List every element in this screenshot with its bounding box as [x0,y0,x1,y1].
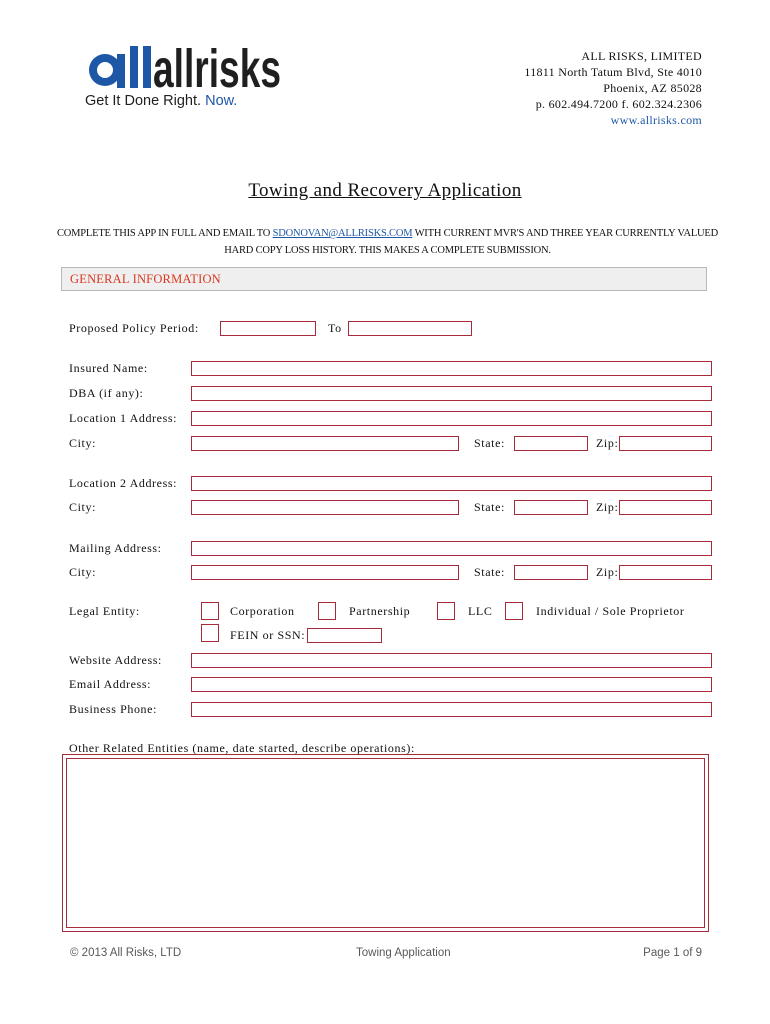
section-header-general-information [61,267,707,291]
logo-wordmark: allrisks [153,40,281,99]
legal-entity-label: Legal Entity: [69,604,140,618]
state2-label: State: [474,500,505,514]
location2-address-field[interactable] [191,476,712,491]
individual-checkbox[interactable] [505,602,523,620]
policy-period-label: Proposed Policy Period: [69,321,199,335]
location1-address-label: Location 1 Address: [69,411,178,425]
company-address-line1: 11811 North Tatum Blvd, Ste 4010 [524,65,702,79]
instructions-email-link[interactable]: SDONOVAN@ALLRISKS.COM [272,228,413,239]
partnership-checkbox[interactable] [318,602,336,620]
logo-tagline [85,93,237,109]
instructions-post: WITH CURRENT MVR'S AND THREE YEAR CURRENTLY VALUED HARD COPY LOSS HISTORY. THIS MAKES A COMPLETE SUBMISSION. [224,228,719,256]
policy-period-to-field[interactable] [348,321,472,336]
zip3-field[interactable] [619,565,712,580]
instructions-pre: COMPLETE THIS APP IN FULL AND EMAIL TO [56,228,273,239]
zip1-label: Zip: [596,436,619,450]
city2-label: City: [69,500,97,514]
tagline-text: Get It Done Right. [85,93,202,109]
state3-field[interactable] [514,565,588,580]
footer-doc-name: Towing Application [356,947,451,959]
state1-field[interactable] [514,436,588,451]
company-website-link[interactable]: www.allrisks.com [610,113,702,127]
other-entities-textarea[interactable] [62,754,709,932]
location1-address-field[interactable] [191,411,712,426]
corporation-checkbox[interactable] [201,602,219,620]
llc-checkbox[interactable] [437,602,455,620]
city1-label: City: [69,436,97,450]
city1-field[interactable] [191,436,459,451]
corporation-label: Corporation [230,604,295,618]
llc-label: LLC [468,604,493,618]
partnership-label: Partnership [349,604,411,618]
city2-field[interactable] [191,500,459,515]
tagline-accent: Now. [205,93,238,109]
footer-copyright: © 2013 All Risks, LTD [70,947,182,959]
website-label: Website Address: [69,653,162,667]
state3-label: State: [474,565,505,579]
dba-label: DBA (if any): [69,386,144,400]
other-entities-label: Other Related Entities (name, date started, describe operations): [69,741,415,755]
mailing-address-label: Mailing Address: [69,541,162,555]
insured-name-label: Insured Name: [69,361,148,375]
zip3-label: Zip: [596,565,619,579]
website-field[interactable] [191,653,712,668]
dba-field[interactable] [191,386,712,401]
location2-address-label: Location 2 Address: [69,476,178,490]
email-label: Email Address: [69,677,152,691]
mailing-address-field[interactable] [191,541,712,556]
state1-label: State: [474,436,505,450]
state2-field[interactable] [514,500,588,515]
business-phone-label: Business Phone: [69,702,158,716]
footer-page-number: Page 1 of 9 [643,947,702,959]
company-address-line2: Phoenix, AZ 85028 [603,81,702,95]
section-title: GENERAL INFORMATION [70,272,221,286]
zip2-label: Zip: [596,500,619,514]
other-entities-inner-border [66,758,705,928]
company-info [524,48,702,128]
fein-checkbox[interactable] [201,624,219,642]
email-field[interactable] [191,677,712,692]
fein-label: FEIN or SSN: [230,628,306,642]
city3-field[interactable] [191,565,459,580]
form-instructions [55,225,720,259]
form-title: Towing and Recovery Application [248,180,522,201]
policy-period-to-label: To [328,321,342,335]
zip1-field[interactable] [619,436,712,451]
city3-label: City: [69,565,97,579]
business-phone-field[interactable] [191,702,712,717]
zip2-field[interactable] [619,500,712,515]
fein-field[interactable] [307,628,382,643]
company-phones: p. 602.494.7200 f. 602.324.2306 [535,97,702,111]
insured-name-field[interactable] [191,361,712,376]
company-name: ALL RISKS, LIMITED [581,49,702,63]
policy-period-from-field[interactable] [220,321,316,336]
individual-label: Individual / Sole Proprietor [536,604,685,618]
